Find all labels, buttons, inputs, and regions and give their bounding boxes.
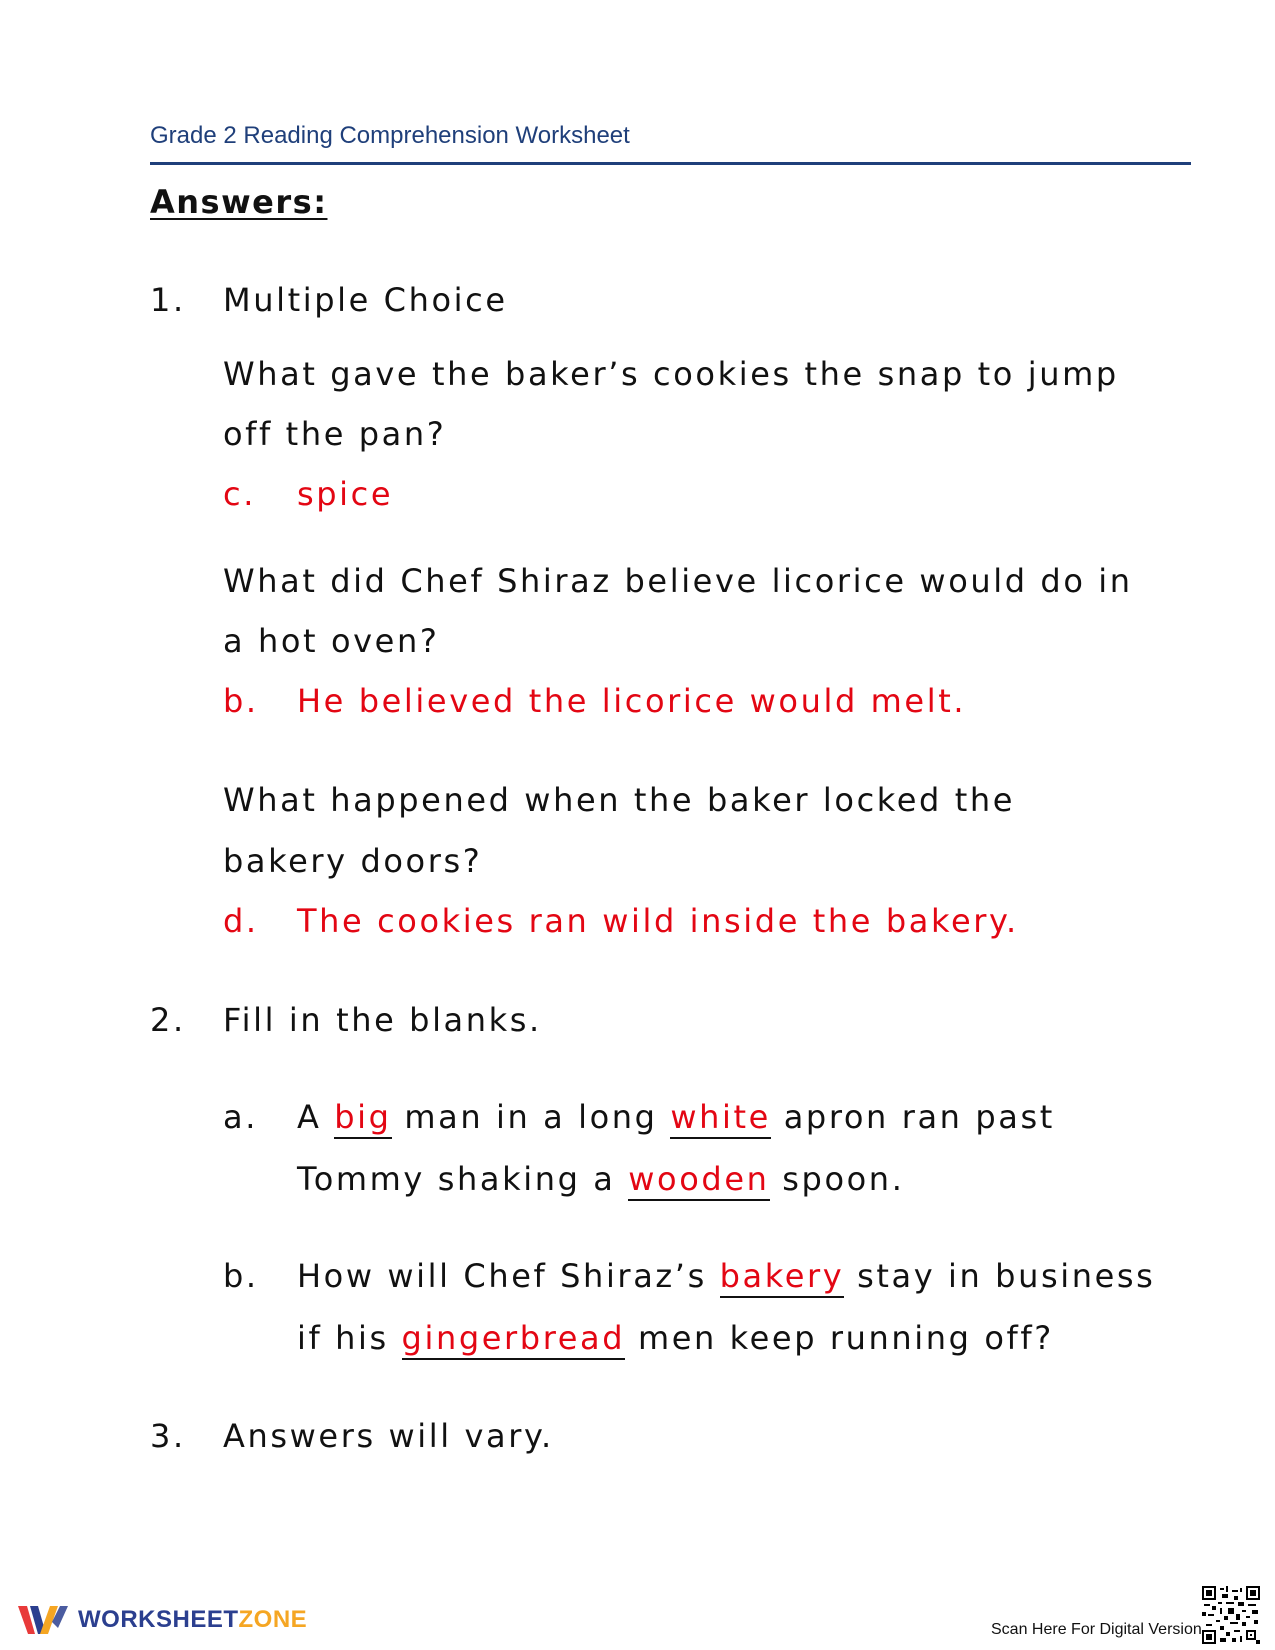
blank-a-text: man in a long [391,1098,671,1136]
question-3-answer: The cookies ran wild inside the bakery. [297,902,1019,940]
logo-word-zone: ZONE [238,1606,308,1633]
question-1-line-2: off the pan? [223,415,447,453]
answers-heading: Answers: [150,183,328,221]
blank-a-text: apron ran past [770,1098,1055,1136]
section-1-number: 1. [150,281,186,319]
blank-b-text: stay in business [844,1257,1156,1295]
question-3-answer-letter: d. [223,902,259,940]
blank-answer: wooden [628,1160,769,1201]
blank-answer: big [334,1098,391,1139]
question-1-answer-letter: c. [223,475,256,513]
section-1-title: Multiple Choice [223,281,508,319]
blank-b-line-1 [297,1256,1155,1296]
section-3-text: Answers will vary. [223,1417,554,1455]
question-1-line-1: What gave the baker’s cookies the snap to jump [223,355,1119,393]
section-2-title: Fill in the blanks. [223,1001,542,1039]
question-2-answer-letter: b. [223,682,259,720]
header-divider [150,162,1191,165]
question-2-line-2: a hot oven? [223,622,440,660]
blank-a-text: A [297,1098,335,1136]
blank-a-text: Tommy shaking a [297,1160,629,1198]
blank-answer: white [670,1098,771,1139]
worksheetzone-logo[interactable] [16,1598,307,1642]
blank-a-letter: a. [223,1098,258,1136]
blank-a-text: spoon. [769,1160,905,1198]
blank-b-letter: b. [223,1257,259,1295]
scan-caption: Scan Here For Digital Version [991,1621,1202,1638]
blank-b-text: How will Chef Shiraz’s [297,1257,720,1295]
w-logo-icon [16,1600,70,1640]
section-2-number: 2. [150,1001,186,1039]
blank-b-line-2 [297,1318,1054,1358]
question-2-answer: He believed the licorice would melt. [297,682,967,720]
logo-word-worksheet: WORKSHEET [78,1606,239,1633]
blank-answer: gingerbread [402,1319,626,1360]
qr-code-icon[interactable] [1202,1586,1260,1644]
question-2-line-1: What did Chef Shiraz believe licorice would do in [223,562,1133,600]
section-3-number: 3. [150,1417,186,1455]
blank-a-line-2 [297,1159,904,1199]
blank-answer: bakery [720,1257,845,1298]
logo-wordmark [78,1606,307,1634]
blank-a-line-1 [297,1097,1055,1137]
blank-b-text: if his [297,1319,402,1357]
blank-b-text: men keep running off? [625,1319,1054,1357]
question-3-line-1: What happened when the baker locked the [223,781,1016,819]
question-3-line-2: bakery doors? [223,842,483,880]
worksheet-title: Grade 2 Reading Comprehension Worksheet [150,122,630,149]
question-1-answer: spice [297,475,394,513]
